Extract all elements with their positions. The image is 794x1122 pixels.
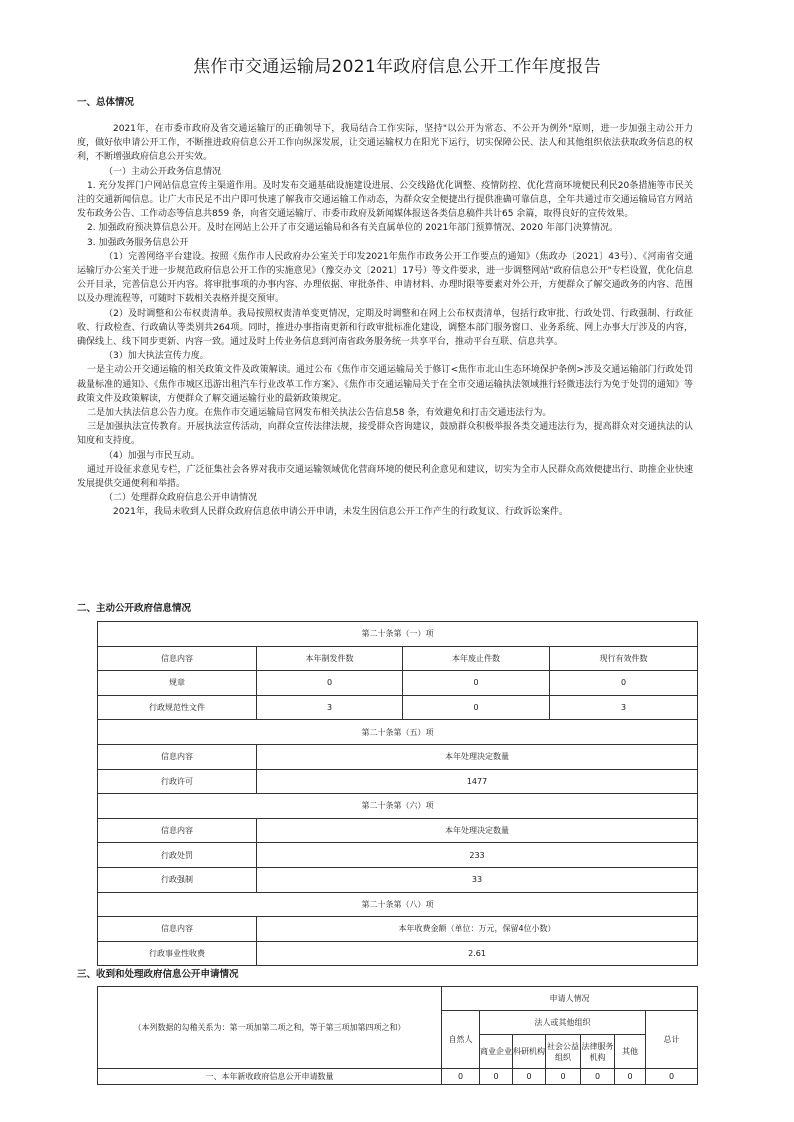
table-cell: 0 <box>513 1069 546 1085</box>
table-cell: 0 <box>403 671 550 696</box>
section-3-heading: 三、收到和处理政府信息公开申请情况 <box>77 969 239 980</box>
table-cell: 0 <box>403 695 550 720</box>
header-cell: 现行有效件数 <box>550 646 698 671</box>
table-cell: 3 <box>257 695 403 720</box>
paragraph: （3）加大执法宣传力度。 <box>104 351 209 362</box>
paragraph: 3. 加强政务服务信息公开 <box>87 237 189 248</box>
table-row <box>98 744 698 769</box>
article-6-title: 第二十条第（六）项 <box>98 794 698 819</box>
section-1-heading: 一、总体情况 <box>77 97 135 108</box>
header-cell: 信息内容 <box>98 744 257 769</box>
table-row <box>98 646 698 671</box>
table-cell: 1477 <box>257 769 698 794</box>
research-header: 科研机构 <box>513 1035 546 1069</box>
table-cell: 33 <box>257 867 698 892</box>
paragraph: 1. 充分发挥门户网站信息宣传主渠道作用。及时发布交通基础设施建设进展、公交线路优化调整、疫情防控、优化营商环境便民利民20条措施等市民关注的交通新闻信息。让广大市民足不出户即可快速了解我市交通运输工作动态，为群众安全便捷出行提供准确可靠信息，全年共通过市交通运输局官方网站发布政务公告、工作动态等信息共859 条，向省交通运输厅、市委市政府及新闻媒体报送各类信息稿件共计65 余篇，取得良好的宣传效果。 <box>77 180 693 220</box>
proactive-disclosure-table <box>97 621 698 966</box>
header-cell: 本年制发件数 <box>257 646 403 671</box>
table-row <box>98 818 698 843</box>
table-cell: 行政许可 <box>98 769 257 794</box>
table-cell: 行政强制 <box>98 867 257 892</box>
paragraph: 2021年，在市委市政府及省交通运输厅的正确领导下，我局结合工作实际，坚持"以公开为常态、不公开为例外"原则，进一步加强主动公开力度，做好依申请公开工作，不断推进政府信息公开工作向纵深发展，让交通运输权力在阳光下运行，切实保障公民、法人和其他组织依法获取政务信息的权利，不断增强政府信息公开实效。 <box>77 124 693 163</box>
table-cell: 0 <box>257 671 403 696</box>
table-cell: 0 <box>615 1069 646 1085</box>
table-row <box>98 1069 698 1085</box>
table-row <box>98 695 698 720</box>
table-cell: 行政处罚 <box>98 843 257 868</box>
table-row <box>98 917 698 942</box>
table-cell: 2.61 <box>257 941 698 966</box>
table-row <box>98 867 698 892</box>
table-row <box>98 720 698 745</box>
table-row <box>98 941 698 966</box>
table-cell: 0 <box>646 1069 698 1085</box>
paragraph: （1）完善网络平台建设。按照《焦作市人民政府办公室关于印发2021年焦作市政务公开工作要点的通知》（焦政办〔2021〕43号）、《河南省交通运输厅办公室关于进一步规范政府信息公开工作的实施意见》（豫交办文〔2021〕17号）等文件要求，进一步调整网站"政府信息公开"专栏设置，优化信息公开目录，完善信息公开内容。将审批事项的办事内容、办理依据、审批条件、申请材料、办理时限等要素对外公开，方便群众了解交通政务的内容、范围以及办理流程等，可随时下载相关表格并提交预审。 <box>77 251 693 305</box>
note-cell: （本列数据的勾稽关系为：第一项加第二项之和，等于第三项加第四项之和） <box>98 987 442 1069</box>
header-cell: 本年废止件数 <box>403 646 550 671</box>
report-title: 焦作市交通运输局2021年政府信息公开工作年度报告 <box>193 57 601 77</box>
table-cell: 0 <box>442 1069 480 1085</box>
paragraph: （4）加强与市民互动。 <box>104 450 200 461</box>
table-row <box>98 843 698 868</box>
row-label: 一、本年新收政府信息公开申请数量 <box>98 1069 442 1085</box>
table-cell: 0 <box>546 1069 581 1085</box>
paragraph: 三是加强执法宣传教育。开展执法宣传活动，向群众宣传法律法规，接受群众咨询建议，鼓励群众积极举报各类交通违法行为，提高群众对交通执法的认知度和支持度。 <box>77 422 693 447</box>
article-1-title: 第二十条第（一）项 <box>98 622 698 647</box>
legal-service-header: 法律服务机构 <box>581 1035 615 1069</box>
social-org-header: 社会公益组织 <box>546 1035 581 1069</box>
section-2-heading: 二、主动公开政府信息情况 <box>77 603 192 614</box>
table-cell: 规章 <box>98 671 257 696</box>
applicant-header: 申请人情况 <box>442 987 698 1011</box>
paragraph: 二是加大执法信息公告力度。在焦作市交通运输局官网发布相关执法公告信息58 条，有效避免和打击交通违法行为。 <box>87 408 552 419</box>
paragraph: 一是主动公开交通运输的相关政策文件及政策解读。通过公布《焦作市交通运输局关于修订<焦作市北山生态环境保护条例>涉及交通运输部门行政处罚裁量标准的通知》、《焦作市城区迅游出租汽车行业改革工作方案》、《焦作市交通运输局关于在全市交通运输执法领域推行轻微违法行为免于处罚的通知》等政策文件及政策解读，方便群众了解交通运输行业的最新政策规定。 <box>77 365 693 404</box>
article-5-title: 第二十条第（五）项 <box>98 720 698 745</box>
paragraph: 2021年，我局未收到人民群众政府信息依申请公开申请，未发生因信息公开工作产生的行政复议、行政诉讼案件。 <box>113 507 568 518</box>
article-8-title: 第二十条第（八）项 <box>98 892 698 917</box>
table-row <box>98 769 698 794</box>
paragraph: （2）及时调整和公布权责清单。我局按照权责清单变更情况，定期及时调整和在网上公布权责清单，包括行政审批、行政处罚、行政强制、行政征收、行政检查、行政确认等类别共264项。同时，推进办事指南更新和行政审批标准化建设，调整本部门服务窗口、业务系统、网上办事大厅涉及的内容，确保线上、线下同步更新、内容一致。通过及时上传业务信息到河南省政务服务统一共享平台，推动平台互联、信息共享。 <box>77 308 693 348</box>
application-handling-table <box>97 986 698 1085</box>
section-1-body <box>77 122 693 520</box>
table-cell: 行政规范性文件 <box>98 695 257 720</box>
other-header: 其他 <box>615 1035 646 1069</box>
table-cell: 0 <box>550 671 698 696</box>
commercial-header: 商业企业 <box>480 1035 513 1069</box>
total-header: 总计 <box>646 1011 698 1069</box>
paragraph: 通过开设征求意见专栏，广泛征集社会各界对我市交通运输领域优化营商环境的便民利企意见和建议，切实为全市人民群众高效便捷出行、助推企业快速发展提供交通便利和举措。 <box>77 464 693 490</box>
table-cell: 行政事业性收费 <box>98 941 257 966</box>
header-cell: 本年处理决定数量 <box>257 744 698 769</box>
legal-entity-header: 法人或其他组织 <box>480 1011 646 1035</box>
paragraph: （二）处理群众政府信息公开申请情况 <box>104 493 258 504</box>
paragraph: （一）主动公开政务信息情况 <box>104 166 222 177</box>
table-cell: 0 <box>581 1069 615 1085</box>
table-row <box>98 671 698 696</box>
paragraph: 2. 加强政府预决算信息公开。及时在网站上公开了市交通运输局和各有关直属单位的 2021年部门预算情况、2020 年部门决算情况。 <box>87 223 618 234</box>
table-row <box>98 622 698 647</box>
table-row <box>98 987 698 1011</box>
header-cell: 本年收费金额（单位：万元，保留4位小数） <box>257 917 698 942</box>
header-cell: 信息内容 <box>98 917 257 942</box>
table-cell: 233 <box>257 843 698 868</box>
header-cell: 信息内容 <box>98 646 257 671</box>
header-cell: 信息内容 <box>98 818 257 843</box>
table-cell: 3 <box>550 695 698 720</box>
natural-person-header: 自然人 <box>442 1011 480 1069</box>
table-row <box>98 794 698 819</box>
table-cell: 0 <box>480 1069 513 1085</box>
header-cell: 本年处理决定数量 <box>257 818 698 843</box>
table-row <box>98 892 698 917</box>
